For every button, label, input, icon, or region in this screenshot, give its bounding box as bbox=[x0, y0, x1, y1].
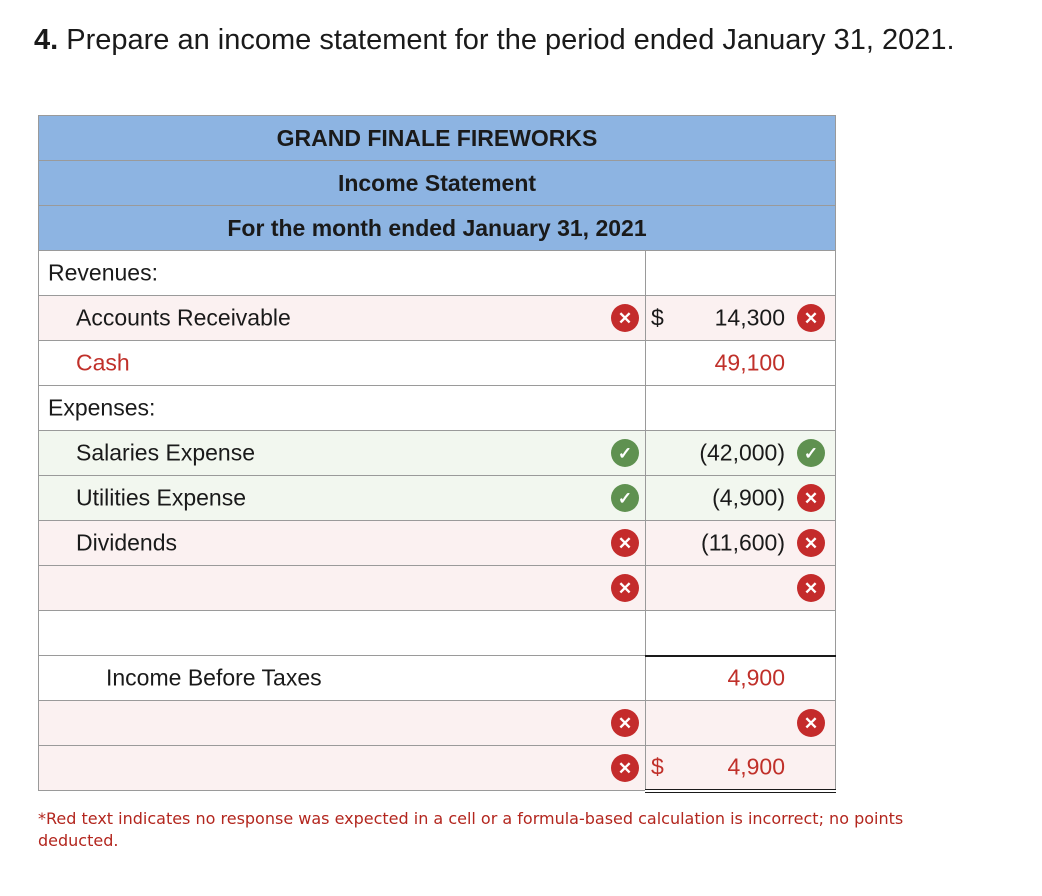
income-statement-table bbox=[38, 115, 836, 793]
account-select-blank[interactable] bbox=[39, 701, 646, 746]
account-select-blank[interactable] bbox=[39, 611, 646, 656]
check-circle-icon: ✓ bbox=[611, 439, 639, 467]
header-statement-row bbox=[39, 161, 836, 206]
account-label: Dividends bbox=[76, 529, 177, 556]
table-row bbox=[39, 386, 836, 431]
table-row bbox=[39, 746, 836, 791]
close-circle-icon: ✕ bbox=[611, 304, 639, 332]
revenues-heading: Revenues: bbox=[48, 259, 158, 286]
amount-value: (4,900) bbox=[712, 484, 785, 511]
table-row bbox=[39, 476, 836, 521]
income-before-taxes-label: Income Before Taxes bbox=[106, 664, 322, 691]
header-company-row bbox=[39, 116, 836, 161]
amount-cell-cash bbox=[646, 341, 836, 386]
close-circle-icon: ✕ bbox=[797, 709, 825, 737]
header-period-row bbox=[39, 206, 836, 251]
close-circle-icon: ✕ bbox=[797, 304, 825, 332]
amount-value: 49,100 bbox=[714, 349, 785, 376]
account-select-utilities-expense[interactable] bbox=[39, 476, 646, 521]
amount-value: (11,600) bbox=[701, 529, 785, 556]
company-name: GRAND FINALE FIREWORKS bbox=[39, 116, 836, 161]
amount-input-utilities-expense[interactable] bbox=[646, 476, 836, 521]
footnote: *Red text indicates no response was expected in a cell or a formula-based calculation is incorrect; no points deducted. bbox=[38, 809, 904, 850]
amount-input-salaries-expense[interactable] bbox=[646, 431, 836, 476]
amount-value: 14,300 bbox=[714, 304, 785, 331]
account-label: Cash bbox=[76, 349, 130, 376]
table-row bbox=[39, 611, 836, 656]
dollar-sign: $ bbox=[651, 753, 664, 780]
account-label: Salaries Expense bbox=[76, 439, 255, 466]
close-circle-icon: ✕ bbox=[611, 529, 639, 557]
account-select-blank[interactable] bbox=[39, 566, 646, 611]
amount-value: 4,900 bbox=[727, 664, 785, 691]
table-row bbox=[39, 296, 836, 341]
statement-name: Income Statement bbox=[39, 161, 836, 206]
final-total-amount bbox=[646, 746, 836, 791]
amount-input-accounts-receivable[interactable] bbox=[646, 296, 836, 341]
table-row bbox=[39, 521, 836, 566]
amount-input-blank[interactable] bbox=[646, 701, 836, 746]
table-row bbox=[39, 701, 836, 746]
account-select-final[interactable] bbox=[39, 746, 646, 791]
close-circle-icon: ✕ bbox=[611, 754, 639, 782]
check-circle-icon: ✓ bbox=[797, 439, 825, 467]
amount-cell[interactable] bbox=[646, 251, 836, 296]
account-label: Utilities Expense bbox=[76, 484, 247, 511]
revenues-heading-cell bbox=[39, 251, 646, 296]
amount-input-blank[interactable] bbox=[646, 566, 836, 611]
table-row bbox=[39, 431, 836, 476]
account-cash-cell bbox=[39, 341, 646, 386]
close-circle-icon: ✕ bbox=[611, 709, 639, 737]
income-before-taxes-cell bbox=[39, 656, 646, 701]
table-row bbox=[39, 341, 836, 386]
question-text: Prepare an income statement for the period ended January 31, 2021. bbox=[66, 24, 955, 56]
amount-value: (42,000) bbox=[699, 439, 785, 466]
amount-value: 4,900 bbox=[727, 753, 785, 780]
account-select-accounts-receivable[interactable] bbox=[39, 296, 646, 341]
dollar-sign: $ bbox=[651, 304, 664, 331]
account-select-dividends[interactable] bbox=[39, 521, 646, 566]
expenses-heading: Expenses: bbox=[48, 394, 156, 421]
account-label: Accounts Receivable bbox=[76, 304, 291, 331]
statement-period: For the month ended January 31, 2021 bbox=[39, 206, 836, 251]
account-select-salaries-expense[interactable] bbox=[39, 431, 646, 476]
amount-input-blank[interactable] bbox=[646, 611, 836, 656]
question-number: 4. bbox=[34, 24, 59, 56]
table-row bbox=[39, 656, 836, 701]
check-circle-icon: ✓ bbox=[611, 484, 639, 512]
table-row bbox=[39, 251, 836, 296]
close-circle-icon: ✕ bbox=[797, 484, 825, 512]
table-row bbox=[39, 566, 836, 611]
close-circle-icon: ✕ bbox=[797, 529, 825, 557]
close-circle-icon: ✕ bbox=[797, 574, 825, 602]
amount-cell[interactable] bbox=[646, 386, 836, 431]
expenses-heading-cell bbox=[39, 386, 646, 431]
close-circle-icon: ✕ bbox=[611, 574, 639, 602]
income-before-taxes-amount bbox=[646, 656, 836, 701]
amount-input-dividends[interactable] bbox=[646, 521, 836, 566]
question-title bbox=[34, 24, 955, 57]
